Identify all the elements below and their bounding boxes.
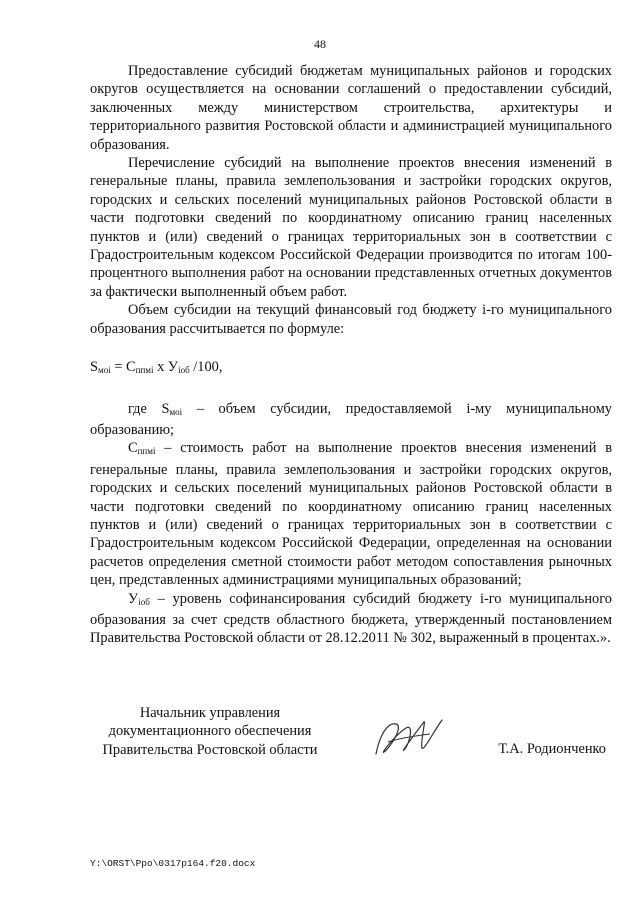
definition-y: $У_{iоб}$ – уровень софинансирования субсидий бюджету i-го муниципального образования за счет средств областного бюджета, утвержденный постановлением Правительства Ростовской области от 28.12.2011 № 302, выраженный в процентах.». bbox=[90, 590, 612, 647]
document-body bbox=[90, 62, 612, 648]
handwritten-signature-icon bbox=[370, 714, 450, 762]
signatory-title: Начальник управления документационного обеспечения Правительства Ростовской области bbox=[102, 705, 318, 758]
definition-s: где $S_{мoi}$ – объем субсидии, предоставляемой i-му муниципальному образованию; bbox=[90, 400, 612, 438]
definition-c: $C_{ппмi}$ – стоимость работ на выполнение проектов внесения изменений в генеральные планы, правила землепользования и застройки городских округов, городских и сельских поселений муниципальных районов Ростовской области в части подготовки сведений по координатному описанию границ населенных пунктов и (или) сведений о границах территориальных зон в соответствии с Градостроительным кодексом Российской Федерации, определенная на основании расчетов определения сметной стоимости работ методом сопоставления рыночных цен, представленных администрациями муниципальных образований; bbox=[90, 440, 612, 589]
paragraph-transfer: Перечисление субсидий на выполнение проектов внесения изменений в генеральные планы, правила землепользования и застройки городских округов, городских и сельских поселений муниципальных районов Ростовской области в части подготовки сведений по координатному описанию границ населенных пунктов и (или) сведений о границах территориальных зон в соответствии с Градостроительным кодексом Российской Федерации производится по итогам 100-процентного выполнения работ на основании представленных отчетных документов за фактически выполненный объем работ. bbox=[90, 155, 612, 300]
file-path-footer: Y:\ORST\Ppo\0317p164.f20.docx bbox=[90, 858, 256, 869]
signatory-name: Т.А. Родионченко bbox=[498, 741, 606, 757]
page-number: 48 bbox=[314, 37, 326, 51]
paragraph-agreements: Предоставление субсидий бюджетам муниципальных районов и городских округов осуществляется на основании соглашений о предоставлении субсидий, заключенных между министерством строительства, архитектуры и территориального развития Ростовской области и администрацией муниципального образования. bbox=[90, 63, 612, 153]
subsidy-formula: $S_{мoi} = C_{ппмi}$ x $У_{iоб}$ /100, bbox=[90, 359, 223, 376]
signature-block bbox=[90, 704, 612, 764]
paragraph-volume: Объем субсидии на текущий финансовый год бюджету i-го муниципального образования рассчитывается по формуле: bbox=[90, 302, 612, 337]
